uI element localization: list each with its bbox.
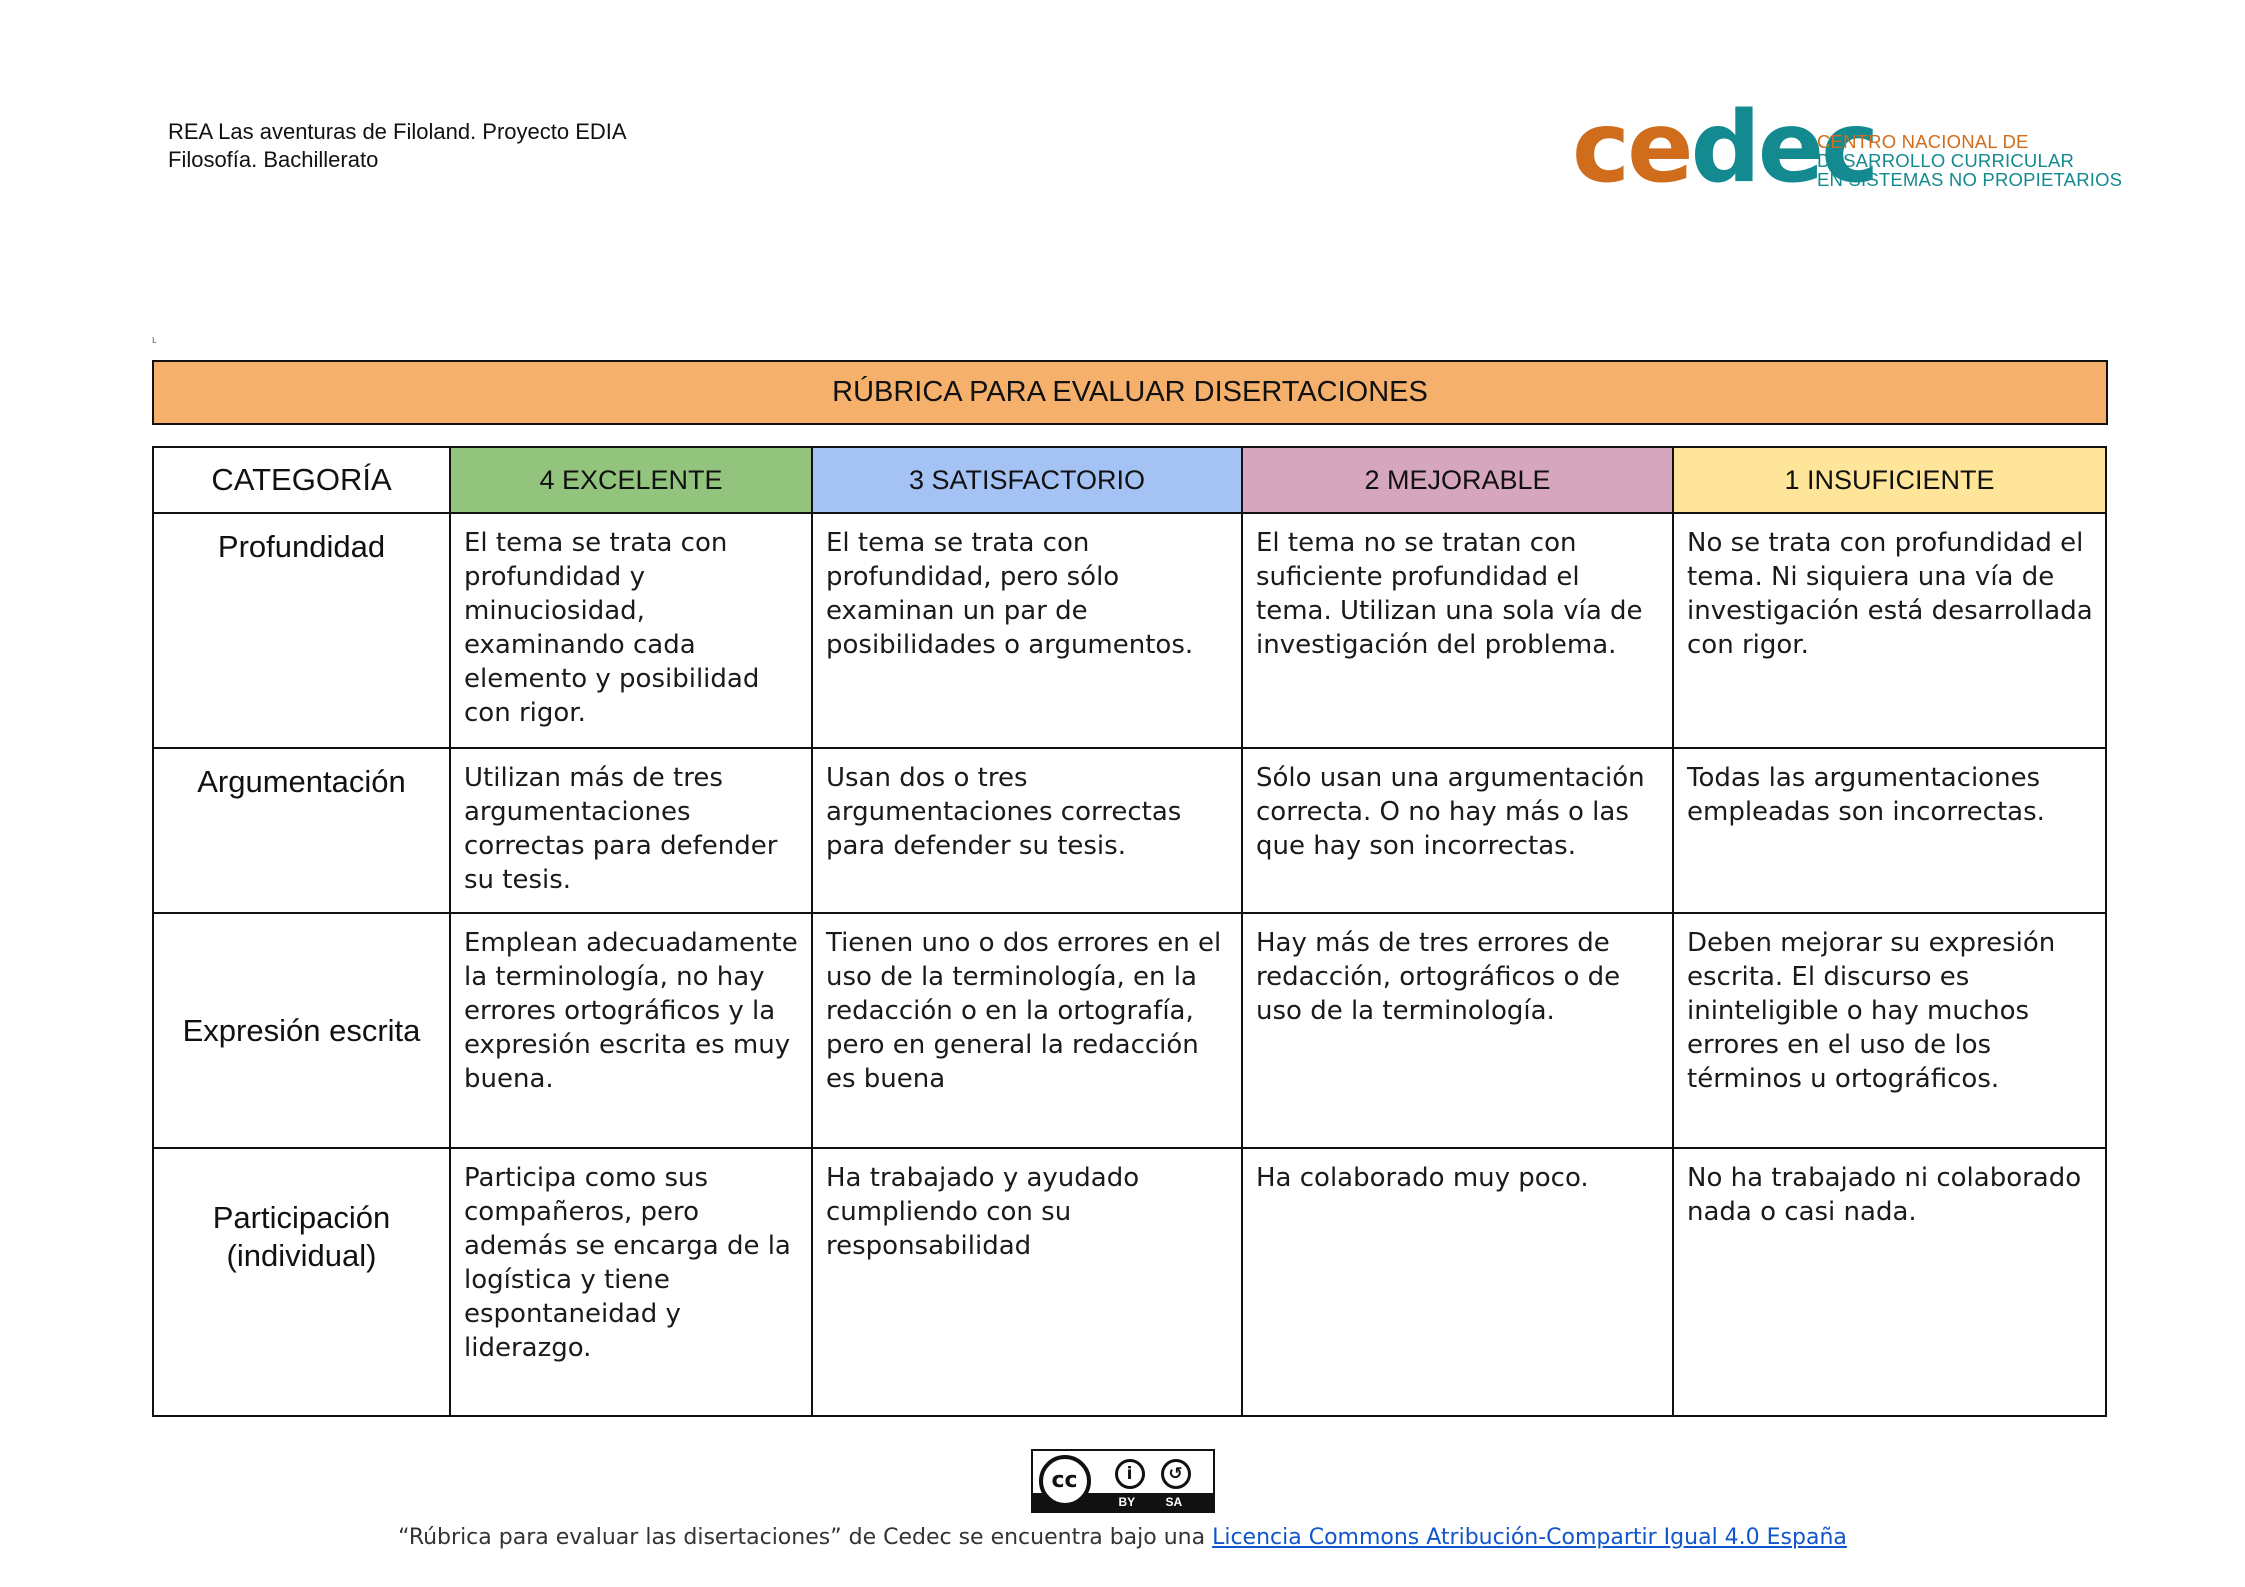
cedec-logo-tagline: CENTRO NACIONAL DE DESARROLLO CURRICULAR EN SISTEMAS NO PROPIETARIOS (1817, 131, 2123, 190)
descriptor-cell: El tema se trata con profundidad, pero sólo examinan un par de posibilidades o argumentos. (812, 513, 1242, 748)
header-satisfactorio: 3 SATISFACTORIO (812, 447, 1242, 513)
rubric-title: RÚBRICA PARA EVALUAR DISERTACIONES (152, 360, 2108, 425)
license-text (0, 1525, 2245, 1550)
descriptor-cell: Tienen uno o dos errores en el uso de la terminología, en la redacción o en la ortografía, pero en general la redacción es buena (812, 913, 1242, 1148)
share-alike-icon: ↺ (1161, 1459, 1191, 1489)
cc-by-label: BY (1118, 1495, 1136, 1509)
descriptor-cell: Ha trabajado y ayudado cumpliendo con su responsabilidad (812, 1148, 1242, 1416)
category-cell: Expresión escrita (153, 913, 450, 1148)
table-row (153, 513, 2106, 748)
cc-sa-label: SA (1165, 1495, 1183, 1509)
cc-by-sa-badge[interactable] (1031, 1449, 1215, 1513)
cc-icon: cc (1039, 1455, 1091, 1507)
descriptor-cell: Emplean adecuadamente la terminología, no hay errores ortográficos y la expresión escrita es muy buena. (450, 913, 812, 1148)
license-link[interactable]: Licencia Commons Atribución-Compartir Igual 4.0 España (1212, 1525, 1847, 1550)
header-insuficiente: 1 INSUFICIENTE (1673, 447, 2106, 513)
descriptor-cell: El tema se trata con profundidad y minuciosidad, examinando cada elemento y posibilidad con rigor. (450, 513, 812, 748)
header-excelente: 4 EXCELENTE (450, 447, 812, 513)
table-row (153, 748, 2106, 913)
rubric-table (152, 446, 2107, 1417)
page-mark: L (152, 336, 157, 345)
descriptor-cell: Utilizan más de tres argumentaciones correctas para defender su tesis. (450, 748, 812, 913)
header-categoria: CATEGORÍA (153, 447, 450, 513)
license-footer (0, 1449, 2245, 1550)
license-prefix: “Rúbrica para evaluar las disertaciones” de Cedec se encuentra bajo una (398, 1525, 1213, 1550)
descriptor-cell: Ha colaborado muy poco. (1242, 1148, 1673, 1416)
attribution-icon: i (1115, 1459, 1145, 1489)
table-row (153, 913, 2106, 1148)
descriptor-cell: Usan dos o tres argumentaciones correctas para defender su tesis. (812, 748, 1242, 913)
descriptor-cell: Hay más de tres errores de redacción, ortográficos o de uso de la terminología. (1242, 913, 1673, 1148)
header-project-line: REA Las aventuras de Filoland. Proyecto EDIA (168, 119, 627, 144)
table-row (153, 1148, 2106, 1416)
header-mejorable: 2 MEJORABLE (1242, 447, 1673, 513)
category-cell: Participación (individual) (153, 1148, 450, 1416)
descriptor-cell: Sólo usan una argumentación correcta. O no hay más o las que hay son incorrectas. (1242, 748, 1673, 913)
descriptor-cell: No ha trabajado ni colaborado nada o casi nada. (1673, 1148, 2106, 1416)
descriptor-cell: Participa como sus compañeros, pero además se encarga de la logística y tiene espontaneidad y liderazgo. (450, 1148, 812, 1416)
cedec-logo-word: cedec (1572, 91, 1877, 205)
descriptor-cell: No se trata con profundidad el tema. Ni siquiera una vía de investigación está desarrollada con rigor. (1673, 513, 2106, 748)
descriptor-cell: Todas las argumentaciones empleadas son incorrectas. (1673, 748, 2106, 913)
document-header (168, 118, 627, 174)
table-header-row (153, 447, 2106, 513)
descriptor-cell: Deben mejorar su expresión escrita. El discurso es ininteligible o hay muchos errores en el uso de los términos u ortográficos. (1673, 913, 2106, 1148)
descriptor-cell: El tema no se tratan con suficiente profundidad el tema. Utilizan una sola vía de investigación del problema. (1242, 513, 1673, 748)
category-cell: Argumentación (153, 748, 450, 913)
category-cell: Profundidad (153, 513, 450, 748)
header-subject-line: Filosofía. Bachillerato (168, 147, 379, 172)
